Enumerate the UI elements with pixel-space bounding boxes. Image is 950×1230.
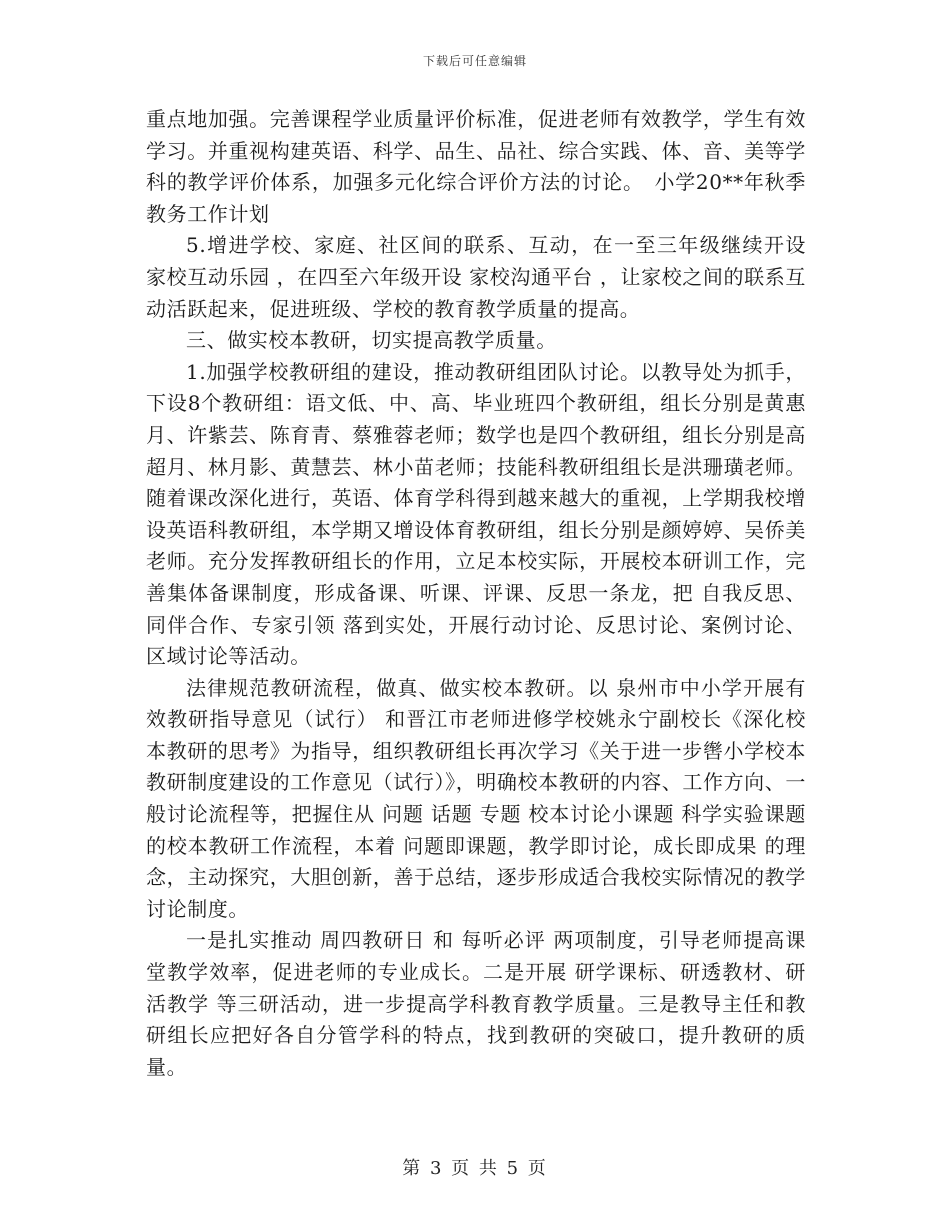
paragraph-3: 1.加强学校教研组的建设，推动教研组团队讨论。以教导处为抓手，下设8个教研组：语文低、中、高、毕业班四个教研组，组长分别是黄惠月、许紫芸、陈育青、蔡雅蓉老师；数学也是四个教研组，组长分别是高超月、林月影、黄慧芸、林小苗老师；技能科教研组组长是洪珊璜老师。随着课改深化进行，英语、体育学科得到越来越大的重视，上学期我校增设英语科教研组，本学期又增设体育教研组，组长分别是颜婷婷、吴侨美老师。充分发挥教研组长的作用，立足本校实际，开展校本研训工作，完善集体备课制度，形成备课、听课、评课、反思一条龙，把 自我反思、同伴合作、专家引领 落到实处，开展行动讨论、反思讨论、案例讨论、区域讨论等活动。 [146,359,806,669]
page-header: 下载后可任意编辑 [422,54,527,68]
document-body [146,104,806,1083]
paragraph-4: 法律规范教研流程，做真、做实校本教研。以 泉州市中小学开展有效教研指导意见（试行） 和晋江市老师进修学校姚永宁副校长《深化校本教研的思考》为指导，组织教研组长再次学习《关于进一步辔小学校本教研制度建设的工作意见（试行）》，明确校本教研的内容、工作方向、一般讨论流程等，把握住从 问题 话题 专题 校本讨论小课题 科学实验课题 的校本教研工作流程，本着 问题即课题，教学即讨论，成长即成果 的理念，主动探究，大胆创新，善于总结，逐步形成适合我校实际情况的教学讨论制度。 [146,675,806,921]
paragraph-1: 重点地加强。完善课程学业质量评价标准，促进老师有效教学，学生有效学习。并重视构建英语、科学、品生、品社、综合实践、体、音、美等学科的教学评价体系，加强多元化综合评价方法的讨论。 小学20**年秋季教务工作计划 [146,107,806,226]
section-heading: 三、做实校本教研，切实提高教学质量。 [186,328,557,353]
page-footer: 第 3 页 共 5 页 [402,1158,548,1179]
paragraph-2: 5.增进学校、家庭、社区间的联系、互动，在一至三年级继续开设 家校互动乐园 ，在四至六年级开设 家校沟通平台 ，让家校之间的联系互动活跃起来，促进班级、学校的教育教学质量的提高。 [146,233,806,321]
paragraph-5: 一是扎实推动 周四教研日 和 每听必评 两项制度，引导老师提高课堂教学效率，促进老师的专业成长。二是开展 研学课标、研透教材、研活教学 等三研活动，进一步提高学科教育教学质量。三是教导主任和教研组长应把好各自分管学科的特点，找到教研的突破口，提升教研的质量。 [146,928,806,1079]
